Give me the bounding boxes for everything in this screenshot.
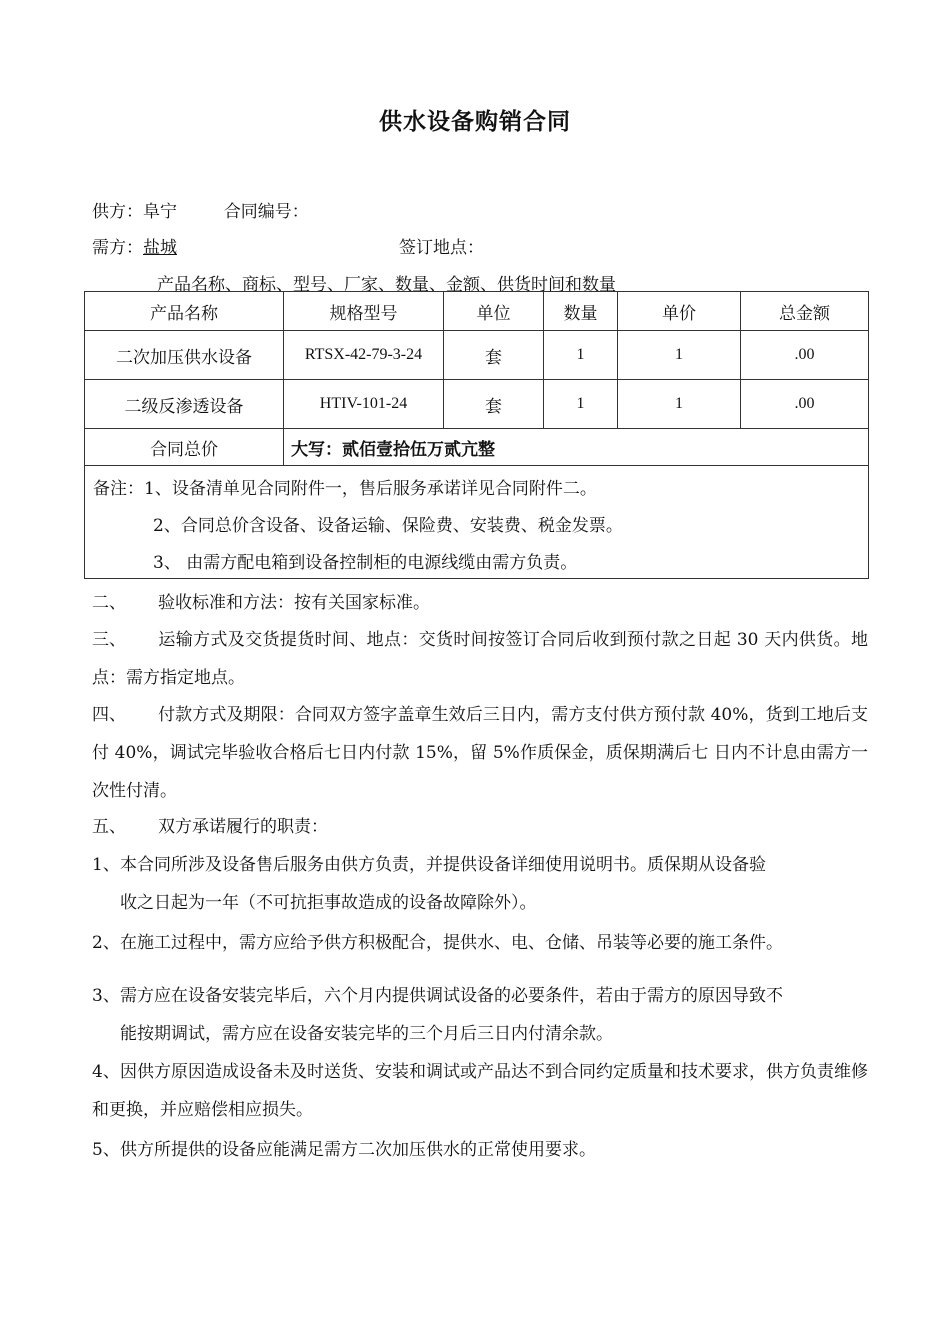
duty-text-continued: 能按期调试，需方应在设备安装完毕的三个月后三日内付清余款。 [120, 1024, 613, 1044]
section-text: 双方承诺履行的职责： [158, 817, 328, 837]
total-row [85, 429, 869, 466]
duty-item [92, 846, 868, 922]
duty-number: 4、 [92, 1062, 120, 1082]
duty-text: 在施工过程中，需方应给予供方积极配合，提供水、电、仓储、吊装等必要的施工条件。 [120, 933, 783, 953]
unit-cell: 套 [444, 380, 544, 429]
notes-cell [85, 466, 869, 579]
product-name-cell: 二次加压供水设备 [85, 331, 284, 380]
amount-cell: .00 [741, 380, 869, 429]
table-caption: 产品名称、商标、型号、厂家、数量、金额、供货时间和数量 [157, 275, 616, 295]
product-name-cell: 二级反渗透设备 [85, 380, 284, 429]
section-duties [92, 808, 868, 846]
note-line: 2、合同总价含设备、设备运输、保险费、安装费、税金发票。 [153, 516, 623, 536]
buyer-line [92, 233, 177, 258]
buyer-label: 需方： [92, 238, 143, 258]
duty-item [92, 924, 868, 962]
quantity-cell: 1 [544, 380, 618, 429]
section-text: 验收标准和方法：按有关国家标准。 [158, 593, 430, 613]
duty-item [92, 1131, 868, 1169]
duty-number: 2、 [92, 933, 120, 953]
column-header: 单位 [444, 292, 544, 331]
model-cell: RTSX-42-79-3-24 [284, 331, 444, 380]
notes-row [85, 466, 869, 579]
section-text: 付款方式及期限：合同双方签字盖章生效后三日内，需方支付供方预付款 40%，货到工地后支付 40%，调试完毕验收合格后七日内付款 15%，留 5%作质保金，质保期满后七 日内不计息由需方一次性付清。 [92, 705, 868, 801]
unit-price-cell: 1 [618, 380, 741, 429]
note-line: 3、 由需方配电箱到设备控制柜的电源线缆由需方负责。 [153, 553, 578, 573]
note-line: 备注：1、设备清单见合同附件一，售后服务承诺详见合同附件二。 [93, 479, 597, 499]
section-payment [92, 696, 868, 810]
duty-item [92, 1053, 868, 1129]
sign-place-line [399, 233, 484, 258]
section-delivery [92, 621, 868, 697]
unit-price-cell: 1 [618, 331, 741, 380]
column-header: 规格型号 [284, 292, 444, 331]
goods-table [84, 291, 869, 579]
unit-cell: 套 [444, 331, 544, 380]
section-number: 四、 [92, 705, 126, 725]
table-row [85, 331, 869, 380]
supplier-line [92, 197, 309, 222]
duty-item [92, 977, 868, 1053]
quantity-cell: 1 [544, 331, 618, 380]
supplier-label: 供方： [92, 202, 143, 222]
duty-text: 本合同所涉及设备售后服务由供方负责，并提供设备详细使用说明书。质保期从设备验 [120, 855, 766, 875]
duty-text: 供方所提供的设备应能满足需方二次加压供水的正常使用要求。 [120, 1140, 596, 1160]
section-number: 三、 [92, 630, 126, 650]
section-number: 五、 [92, 817, 126, 837]
duty-text-continued: 收之日起为一年（不可抗拒事故造成的设备故障除外）。 [120, 893, 537, 913]
duty-number: 5、 [92, 1140, 120, 1160]
column-header: 单价 [618, 292, 741, 331]
column-header: 产品名称 [85, 292, 284, 331]
section-acceptance [92, 584, 868, 622]
total-value: 大写：贰佰壹拾伍万贰亢整 [284, 429, 869, 466]
duty-text: 因供方原因造成设备未及时送货、安装和调试或产品达不到合同约定质量和技术要求，供方负责维修和更换，并应赔偿相应损失。 [92, 1062, 868, 1120]
table-header-row [85, 292, 869, 331]
duty-number: 3、 [92, 986, 120, 1006]
model-cell: HTIV-101-24 [284, 380, 444, 429]
supplier-value: 阜宁 [143, 202, 177, 222]
duty-number: 1、 [92, 855, 120, 875]
sign-place-label: 签订地点： [399, 238, 484, 258]
amount-cell: .00 [741, 331, 869, 380]
contract-no-label: 合同编号： [223, 202, 309, 222]
section-number: 二、 [92, 593, 126, 613]
document-title: 供水设备购销合同 [379, 109, 571, 135]
section-text: 运输方式及交货提货时间、地点：交货时间按签订合同后收到预付款之日起 30 天内供货。地点：需方指定地点。 [92, 630, 868, 688]
buyer-value: 盐城 [143, 238, 177, 258]
column-header: 总金额 [741, 292, 869, 331]
duty-text: 需方应在设备安装完毕后，六个月内提供调试设备的必要条件，若由于需方的原因导致不 [120, 986, 783, 1006]
column-header: 数量 [544, 292, 618, 331]
table-row [85, 380, 869, 429]
total-label: 合同总价 [85, 429, 284, 466]
